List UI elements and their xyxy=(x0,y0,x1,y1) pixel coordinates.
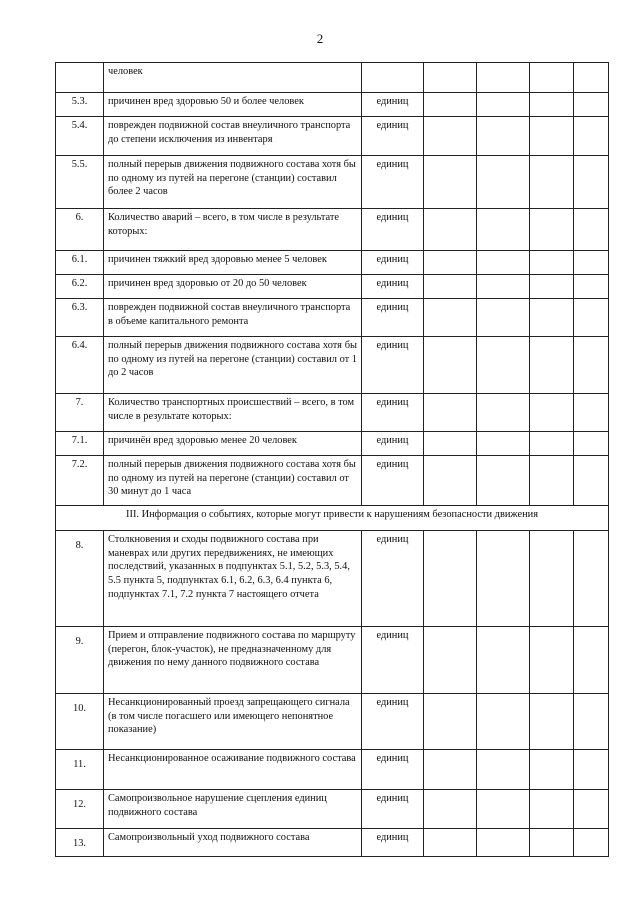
row-unit: единиц xyxy=(362,456,424,506)
table-row xyxy=(56,93,609,117)
table-row xyxy=(56,209,609,251)
value-cell[interactable] xyxy=(424,299,477,337)
value-cell[interactable] xyxy=(424,531,477,627)
value-cell[interactable] xyxy=(424,93,477,117)
row-unit: единиц xyxy=(362,694,424,750)
row-number: 11. xyxy=(56,750,104,790)
row-number: 13. xyxy=(56,829,104,857)
row-description: причинён вред здоровью менее 20 человек xyxy=(104,432,362,456)
row-description: полный перерыв движения подвижного состава хотя бы по одному из путей на перегоне (станции) составил от 30 минут до 1 часа xyxy=(104,456,362,506)
value-cell[interactable] xyxy=(424,627,477,694)
table-row xyxy=(56,432,609,456)
value-cell[interactable] xyxy=(574,394,609,432)
value-cell[interactable] xyxy=(424,209,477,251)
row-unit: единиц xyxy=(362,337,424,394)
value-cell[interactable] xyxy=(530,156,574,209)
row-description: поврежден подвижной состав внеуличного транспорта в объеме капитального ремонта xyxy=(104,299,362,337)
value-cell[interactable] xyxy=(530,750,574,790)
row-unit: единиц xyxy=(362,750,424,790)
section-header-row xyxy=(56,506,609,531)
row-unit: единиц xyxy=(362,275,424,299)
row-unit xyxy=(362,63,424,93)
value-cell[interactable] xyxy=(530,117,574,156)
value-cell[interactable] xyxy=(477,394,530,432)
row-number: 7.1. xyxy=(56,432,104,456)
value-cell[interactable] xyxy=(574,275,609,299)
table-row xyxy=(56,694,609,750)
value-cell[interactable] xyxy=(530,337,574,394)
value-cell[interactable] xyxy=(477,432,530,456)
value-cell[interactable] xyxy=(574,117,609,156)
value-cell[interactable] xyxy=(530,456,574,506)
row-number: 6.3. xyxy=(56,299,104,337)
value-cell[interactable] xyxy=(477,337,530,394)
value-cell[interactable] xyxy=(424,694,477,750)
value-cell[interactable] xyxy=(530,694,574,750)
row-unit: единиц xyxy=(362,209,424,251)
row-unit: единиц xyxy=(362,93,424,117)
row-number: 8. xyxy=(56,531,104,627)
value-cell[interactable] xyxy=(574,694,609,750)
value-cell[interactable] xyxy=(424,432,477,456)
row-unit: единиц xyxy=(362,432,424,456)
row-number: 10. xyxy=(56,694,104,750)
value-cell[interactable] xyxy=(574,790,609,829)
value-cell[interactable] xyxy=(477,790,530,829)
row-number: 6.4. xyxy=(56,337,104,394)
value-cell[interactable] xyxy=(477,299,530,337)
value-cell[interactable] xyxy=(424,63,477,93)
table-row xyxy=(56,251,609,275)
row-number: 6. xyxy=(56,209,104,251)
value-cell[interactable] xyxy=(477,829,530,857)
row-description: полный перерыв движения подвижного состава хотя бы по одному из путей на перегоне (станции) составил более 2 часов xyxy=(104,156,362,209)
value-cell[interactable] xyxy=(574,456,609,506)
row-number: 7. xyxy=(56,394,104,432)
value-cell[interactable] xyxy=(424,394,477,432)
table-row xyxy=(56,531,609,627)
row-description: причинен тяжкий вред здоровью менее 5 человек xyxy=(104,251,362,275)
section-header: III. Информация о событиях, которые могут привести к нарушениям безопасности движения xyxy=(56,506,609,531)
value-cell[interactable] xyxy=(477,251,530,275)
value-cell[interactable] xyxy=(477,63,530,93)
row-description: Количество аварий – всего, в том числе в результате которых: xyxy=(104,209,362,251)
value-cell[interactable] xyxy=(424,156,477,209)
value-cell[interactable] xyxy=(574,299,609,337)
value-cell[interactable] xyxy=(574,251,609,275)
row-description: Несанкционированное осаживание подвижного состава xyxy=(104,750,362,790)
value-cell[interactable] xyxy=(424,456,477,506)
row-unit: единиц xyxy=(362,156,424,209)
value-cell[interactable] xyxy=(574,829,609,857)
row-unit: единиц xyxy=(362,117,424,156)
value-cell[interactable] xyxy=(424,275,477,299)
table-row xyxy=(56,790,609,829)
value-cell[interactable] xyxy=(530,275,574,299)
table-row xyxy=(56,456,609,506)
table-row xyxy=(56,750,609,790)
value-cell[interactable] xyxy=(574,750,609,790)
value-cell[interactable] xyxy=(424,251,477,275)
table-row xyxy=(56,337,609,394)
value-cell[interactable] xyxy=(574,93,609,117)
value-cell[interactable] xyxy=(574,63,609,93)
value-cell[interactable] xyxy=(530,299,574,337)
value-cell[interactable] xyxy=(477,627,530,694)
value-cell[interactable] xyxy=(530,627,574,694)
report-table xyxy=(55,62,609,857)
table-row xyxy=(56,627,609,694)
row-number: 9. xyxy=(56,627,104,694)
row-number: 7.2. xyxy=(56,456,104,506)
row-description: Самопроизвольное нарушение сцепления единиц подвижного состава xyxy=(104,790,362,829)
value-cell[interactable] xyxy=(530,432,574,456)
value-cell[interactable] xyxy=(574,432,609,456)
page-number: 2 xyxy=(316,31,324,46)
row-description: Самопроизвольный уход подвижного состава xyxy=(104,829,362,857)
value-cell[interactable] xyxy=(530,790,574,829)
table-row xyxy=(56,394,609,432)
row-number: 5.4. xyxy=(56,117,104,156)
value-cell[interactable] xyxy=(424,829,477,857)
value-cell[interactable] xyxy=(574,531,609,627)
row-number: 6.1. xyxy=(56,251,104,275)
row-number: 6.2. xyxy=(56,275,104,299)
row-description: Количество транспортных происшествий – всего, в том числе в результате которых: xyxy=(104,394,362,432)
value-cell[interactable] xyxy=(530,394,574,432)
row-unit: единиц xyxy=(362,299,424,337)
value-cell[interactable] xyxy=(477,117,530,156)
value-cell[interactable] xyxy=(477,275,530,299)
row-description: поврежден подвижной состав внеуличного транспорта до степени исключения из инвентаря xyxy=(104,117,362,156)
row-description: причинен вред здоровью от 20 до 50 человек xyxy=(104,275,362,299)
row-description: человек xyxy=(104,63,362,93)
value-cell[interactable] xyxy=(530,531,574,627)
table-row xyxy=(56,156,609,209)
value-cell[interactable] xyxy=(477,156,530,209)
row-description: причинен вред здоровью 50 и более человек xyxy=(104,93,362,117)
value-cell[interactable] xyxy=(530,251,574,275)
value-cell[interactable] xyxy=(477,93,530,117)
value-cell[interactable] xyxy=(424,790,477,829)
table-row xyxy=(56,299,609,337)
row-description: Столкновения и сходы подвижного состава при маневрах или других передвижениях, не имеющих последствий, указанных в подпунктах 5.1, 5.2, 5.3, 5.4, 5.5 пункта 5, подпунктах 6.1, 6.2, 6.3, 6.4 пункта 6, подпунктах 7.1, 7.2 пункта 7 настоящего отчета xyxy=(104,531,362,627)
value-cell[interactable] xyxy=(530,209,574,251)
row-number: 12. xyxy=(56,790,104,829)
row-number: 5.3. xyxy=(56,93,104,117)
value-cell[interactable] xyxy=(477,531,530,627)
table-row xyxy=(56,829,609,857)
value-cell[interactable] xyxy=(530,63,574,93)
table-row xyxy=(56,117,609,156)
value-cell[interactable] xyxy=(477,694,530,750)
value-cell[interactable] xyxy=(574,156,609,209)
row-unit: единиц xyxy=(362,627,424,694)
value-cell[interactable] xyxy=(424,750,477,790)
row-description: полный перерыв движения подвижного состава хотя бы по одному из путей на перегоне (станции) составил от 1 до 2 часов xyxy=(104,337,362,394)
table-row xyxy=(56,275,609,299)
row-unit: единиц xyxy=(362,251,424,275)
row-unit: единиц xyxy=(362,531,424,627)
row-description: Несанкционированный проезд запрещающего сигнала (в том числе погасшего или имеющего непонятное показание) xyxy=(104,694,362,750)
value-cell[interactable] xyxy=(477,750,530,790)
row-description: Прием и отправление подвижного состава по маршруту (перегон, блок-участок), не предназначенному для движения по нему данного подвижного состава xyxy=(104,627,362,694)
row-number xyxy=(56,63,104,93)
value-cell[interactable] xyxy=(530,829,574,857)
row-number: 5.5. xyxy=(56,156,104,209)
value-cell[interactable] xyxy=(574,627,609,694)
row-unit: единиц xyxy=(362,394,424,432)
value-cell[interactable] xyxy=(477,456,530,506)
value-cell[interactable] xyxy=(477,209,530,251)
row-unit: единиц xyxy=(362,790,424,829)
value-cell[interactable] xyxy=(424,337,477,394)
value-cell[interactable] xyxy=(574,209,609,251)
value-cell[interactable] xyxy=(574,337,609,394)
row-unit: единиц xyxy=(362,829,424,857)
table-row xyxy=(56,63,609,93)
value-cell[interactable] xyxy=(424,117,477,156)
value-cell[interactable] xyxy=(530,93,574,117)
